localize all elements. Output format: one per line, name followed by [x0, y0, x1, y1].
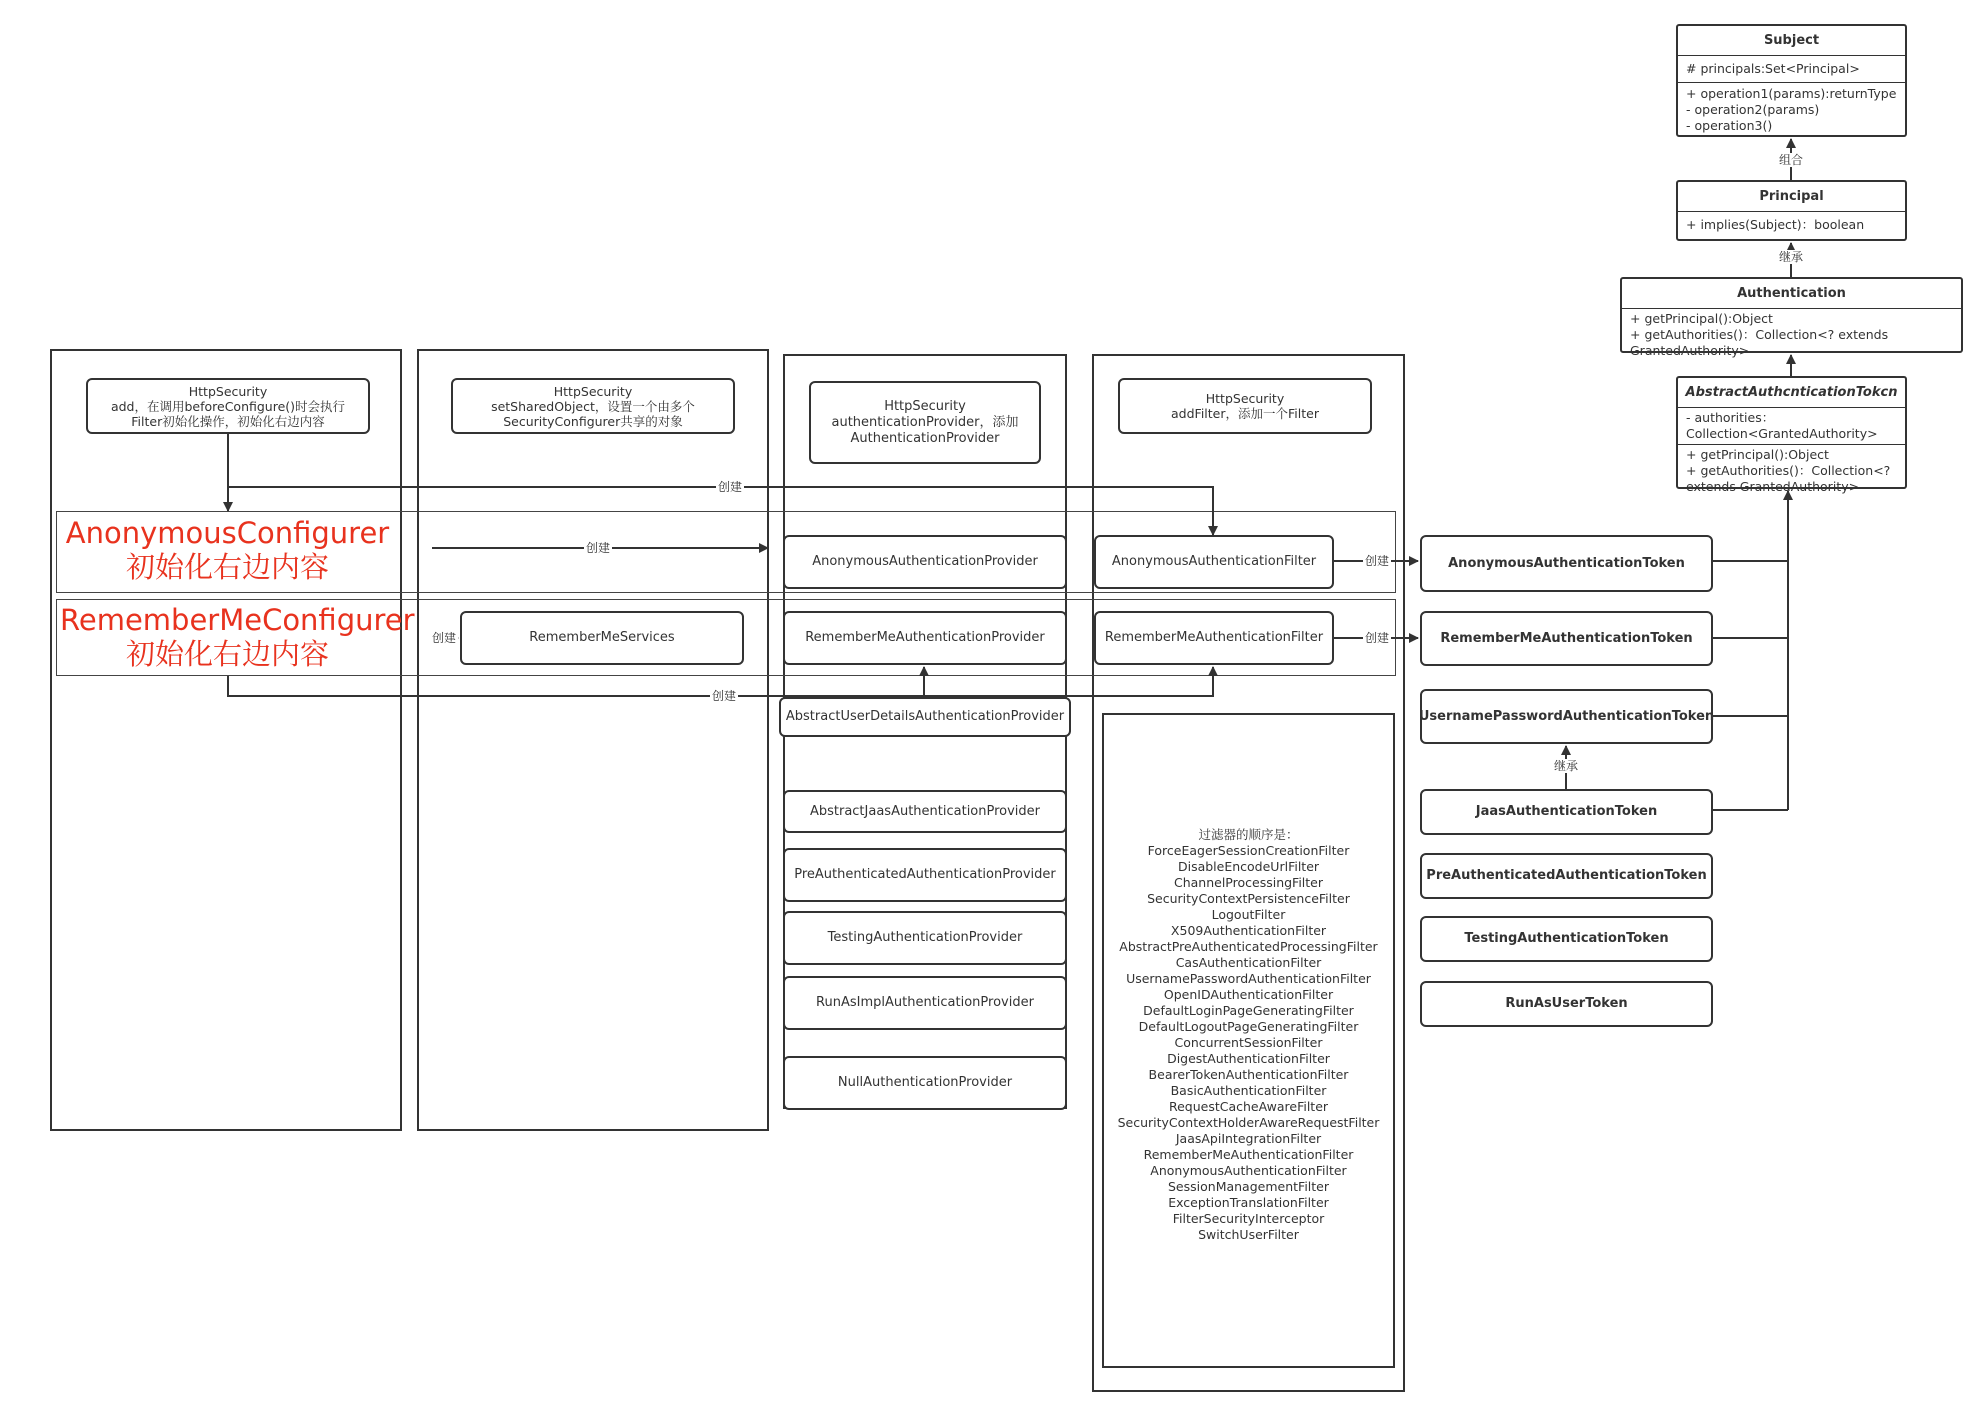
token-remember-me: RememberMeAuthenticationToken [1420, 611, 1713, 666]
column-frame-1 [50, 349, 415, 1131]
remember-me-services: RememberMeServices [460, 611, 744, 665]
filter-order-item: AnonymousAuthenticationFilter [1150, 1163, 1347, 1178]
abstract-token-operations: + getPrincipal():Object + getAuthorities()：Collection<? extends GrantedAuthority> [1686, 447, 1891, 494]
filter-order-title: 过滤器的顺序是： [1198, 827, 1299, 842]
httpsecurity-authenticationprovider-note: HttpSecurity authenticationProvider，添加 AuthenticationProvider [809, 381, 1041, 464]
remember-me-authentication-provider: RememberMeAuthenticationProvider [783, 611, 1067, 665]
anonymous-configurer-label: AnonymousConfigurer 初始化右边内容 [65, 516, 390, 584]
token-testing: TestingAuthenticationToken [1420, 916, 1713, 962]
provider-pre-authenticated: PreAuthenticatedAuthenticationProvider [783, 848, 1067, 902]
filter-order-item: DigestAuthenticationFilter [1167, 1051, 1330, 1066]
filter-order-item: FilterSecurityInterceptor [1172, 1211, 1325, 1226]
abstract-token-class-name: AbstractAuthcnticationTokcn [1678, 378, 1905, 408]
edge-label-create-top: 创建 [718, 480, 743, 494]
token-pre-authenticated: PreAuthenticatedAuthenticationToken [1420, 853, 1713, 899]
filter-order-item: X509AuthenticationFilter [1170, 923, 1327, 938]
provider-testing: TestingAuthenticationProvider [783, 911, 1067, 965]
edge-label-inherit-jaas: 继承 [1554, 759, 1579, 773]
principal-operations: + implies(Subject)：boolean [1686, 217, 1865, 232]
token-anonymous: AnonymousAuthenticationToken [1420, 535, 1713, 592]
filter-order-item: ExceptionTranslationFilter [1168, 1195, 1329, 1210]
uml-class-authentication [1620, 277, 1963, 358]
filter-order-item: BearerTokenAuthenticationFilter [1148, 1067, 1349, 1082]
uml-class-principal [1676, 180, 1907, 241]
filter-order-item: AbstractPreAuthenticatedProcessingFilter [1119, 939, 1378, 954]
edge-label-compose-principal: 组合 [1779, 153, 1804, 167]
filter-order-item: DisableEncodeUrlFilter [1177, 859, 1320, 874]
subject-attributes: # principals:Set<Principal> [1678, 56, 1905, 83]
edge-label-create-bottom: 创建 [712, 689, 737, 703]
anonymous-authentication-filter: AnonymousAuthenticationFilter [1094, 535, 1334, 589]
filter-order-item: CasAuthenticationFilter [1175, 955, 1322, 970]
filter-order-item: DefaultLoginPageGeneratingFilter [1143, 1003, 1354, 1018]
token-run-as-user: RunAsUserToken [1420, 981, 1713, 1027]
uml-class-subject [1676, 24, 1907, 137]
filter-order-item: RequestCacheAwareFilter [1168, 1099, 1329, 1114]
httpsecurity-add-note: HttpSecurity add，在调用beforeConfigure()时会执行 Filter初始化操作，初始化右边内容 [86, 378, 370, 434]
filter-order-list [1102, 843, 1395, 1243]
httpsecurity-addfilter-note: HttpSecurity addFilter，添加一个Filter [1118, 378, 1372, 434]
filter-order-item: ForceEagerSessionCreationFilter [1147, 843, 1350, 858]
subject-operations: + operation1(params):returnType - operation2(params) - operation3() [1686, 86, 1897, 133]
filter-order-item: RememberMeAuthenticationFilter [1143, 1147, 1354, 1162]
filter-order-item: SecurityContextHolderAwareRequestFilter [1117, 1115, 1380, 1130]
remember-me-authentication-filter: RememberMeAuthenticationFilter [1094, 611, 1334, 665]
authentication-class-name: Authentication [1622, 279, 1961, 309]
token-jaas: JaasAuthenticationToken [1420, 789, 1713, 835]
edge-label-inherit-authentication: 继承 [1779, 250, 1804, 264]
abstract-token-attributes: - authorities： Collection<GrantedAuthority> [1678, 408, 1905, 445]
principal-class-name: Principal [1678, 182, 1905, 212]
token-username-password: UsernamePasswordAuthenticationToken [1420, 689, 1713, 744]
filter-order-item: OpenIDAuthenticationFilter [1163, 987, 1334, 1002]
filter-order-item: SecurityContextPersistenceFilter [1147, 891, 1350, 906]
edge-label-create-services: 创建 [432, 631, 457, 645]
anonymous-authentication-provider: AnonymousAuthenticationProvider [783, 535, 1067, 589]
edge-label-create-anon-token: 创建 [1365, 554, 1390, 568]
filter-order-item: BasicAuthenticationFilter [1170, 1083, 1327, 1098]
column-frame-3-lower [783, 711, 1067, 1109]
edge-label-create-provider: 创建 [586, 541, 611, 555]
filter-order-item: LogoutFilter [1211, 907, 1286, 922]
filter-order-item: DefaultLogoutPageGeneratingFilter [1138, 1019, 1359, 1034]
provider-null: NullAuthenticationProvider [783, 1056, 1067, 1110]
provider-run-as-impl: RunAsImplAuthenticationProvider [783, 976, 1067, 1030]
filter-order-item: UsernamePasswordAuthenticationFilter [1126, 971, 1371, 986]
filter-order-item: ChannelProcessingFilter [1173, 875, 1324, 890]
remember-me-configurer-label: RememberMeConfigurer 初始化右边内容 [60, 603, 415, 671]
filter-order-item: ConcurrentSessionFilter [1174, 1035, 1323, 1050]
filter-order-item: SessionManagementFilter [1168, 1179, 1329, 1194]
httpsecurity-setsharedobject-note: HttpSecurity setSharedObject，设置一个由多个 SecurityConfigurer共享的对象 [451, 378, 735, 434]
column-frame-2 [417, 349, 769, 1131]
filter-order-item: JaasApiIntegrationFilter [1175, 1131, 1322, 1146]
authentication-operations: + getPrincipal():Object + getAuthorities()：Collection<? extends GrantedAuthority> [1630, 311, 1889, 358]
subject-class-name: Subject [1678, 26, 1905, 56]
uml-class-abstract-authentication-token [1676, 376, 1907, 494]
edge-label-create-rm-token: 创建 [1365, 631, 1390, 645]
filter-order-item: SwitchUserFilter [1198, 1227, 1299, 1242]
provider-abstract-user-details: AbstractUserDetailsAuthenticationProvider [779, 697, 1071, 737]
provider-abstract-jaas: AbstractJaasAuthenticationProvider [783, 790, 1067, 833]
